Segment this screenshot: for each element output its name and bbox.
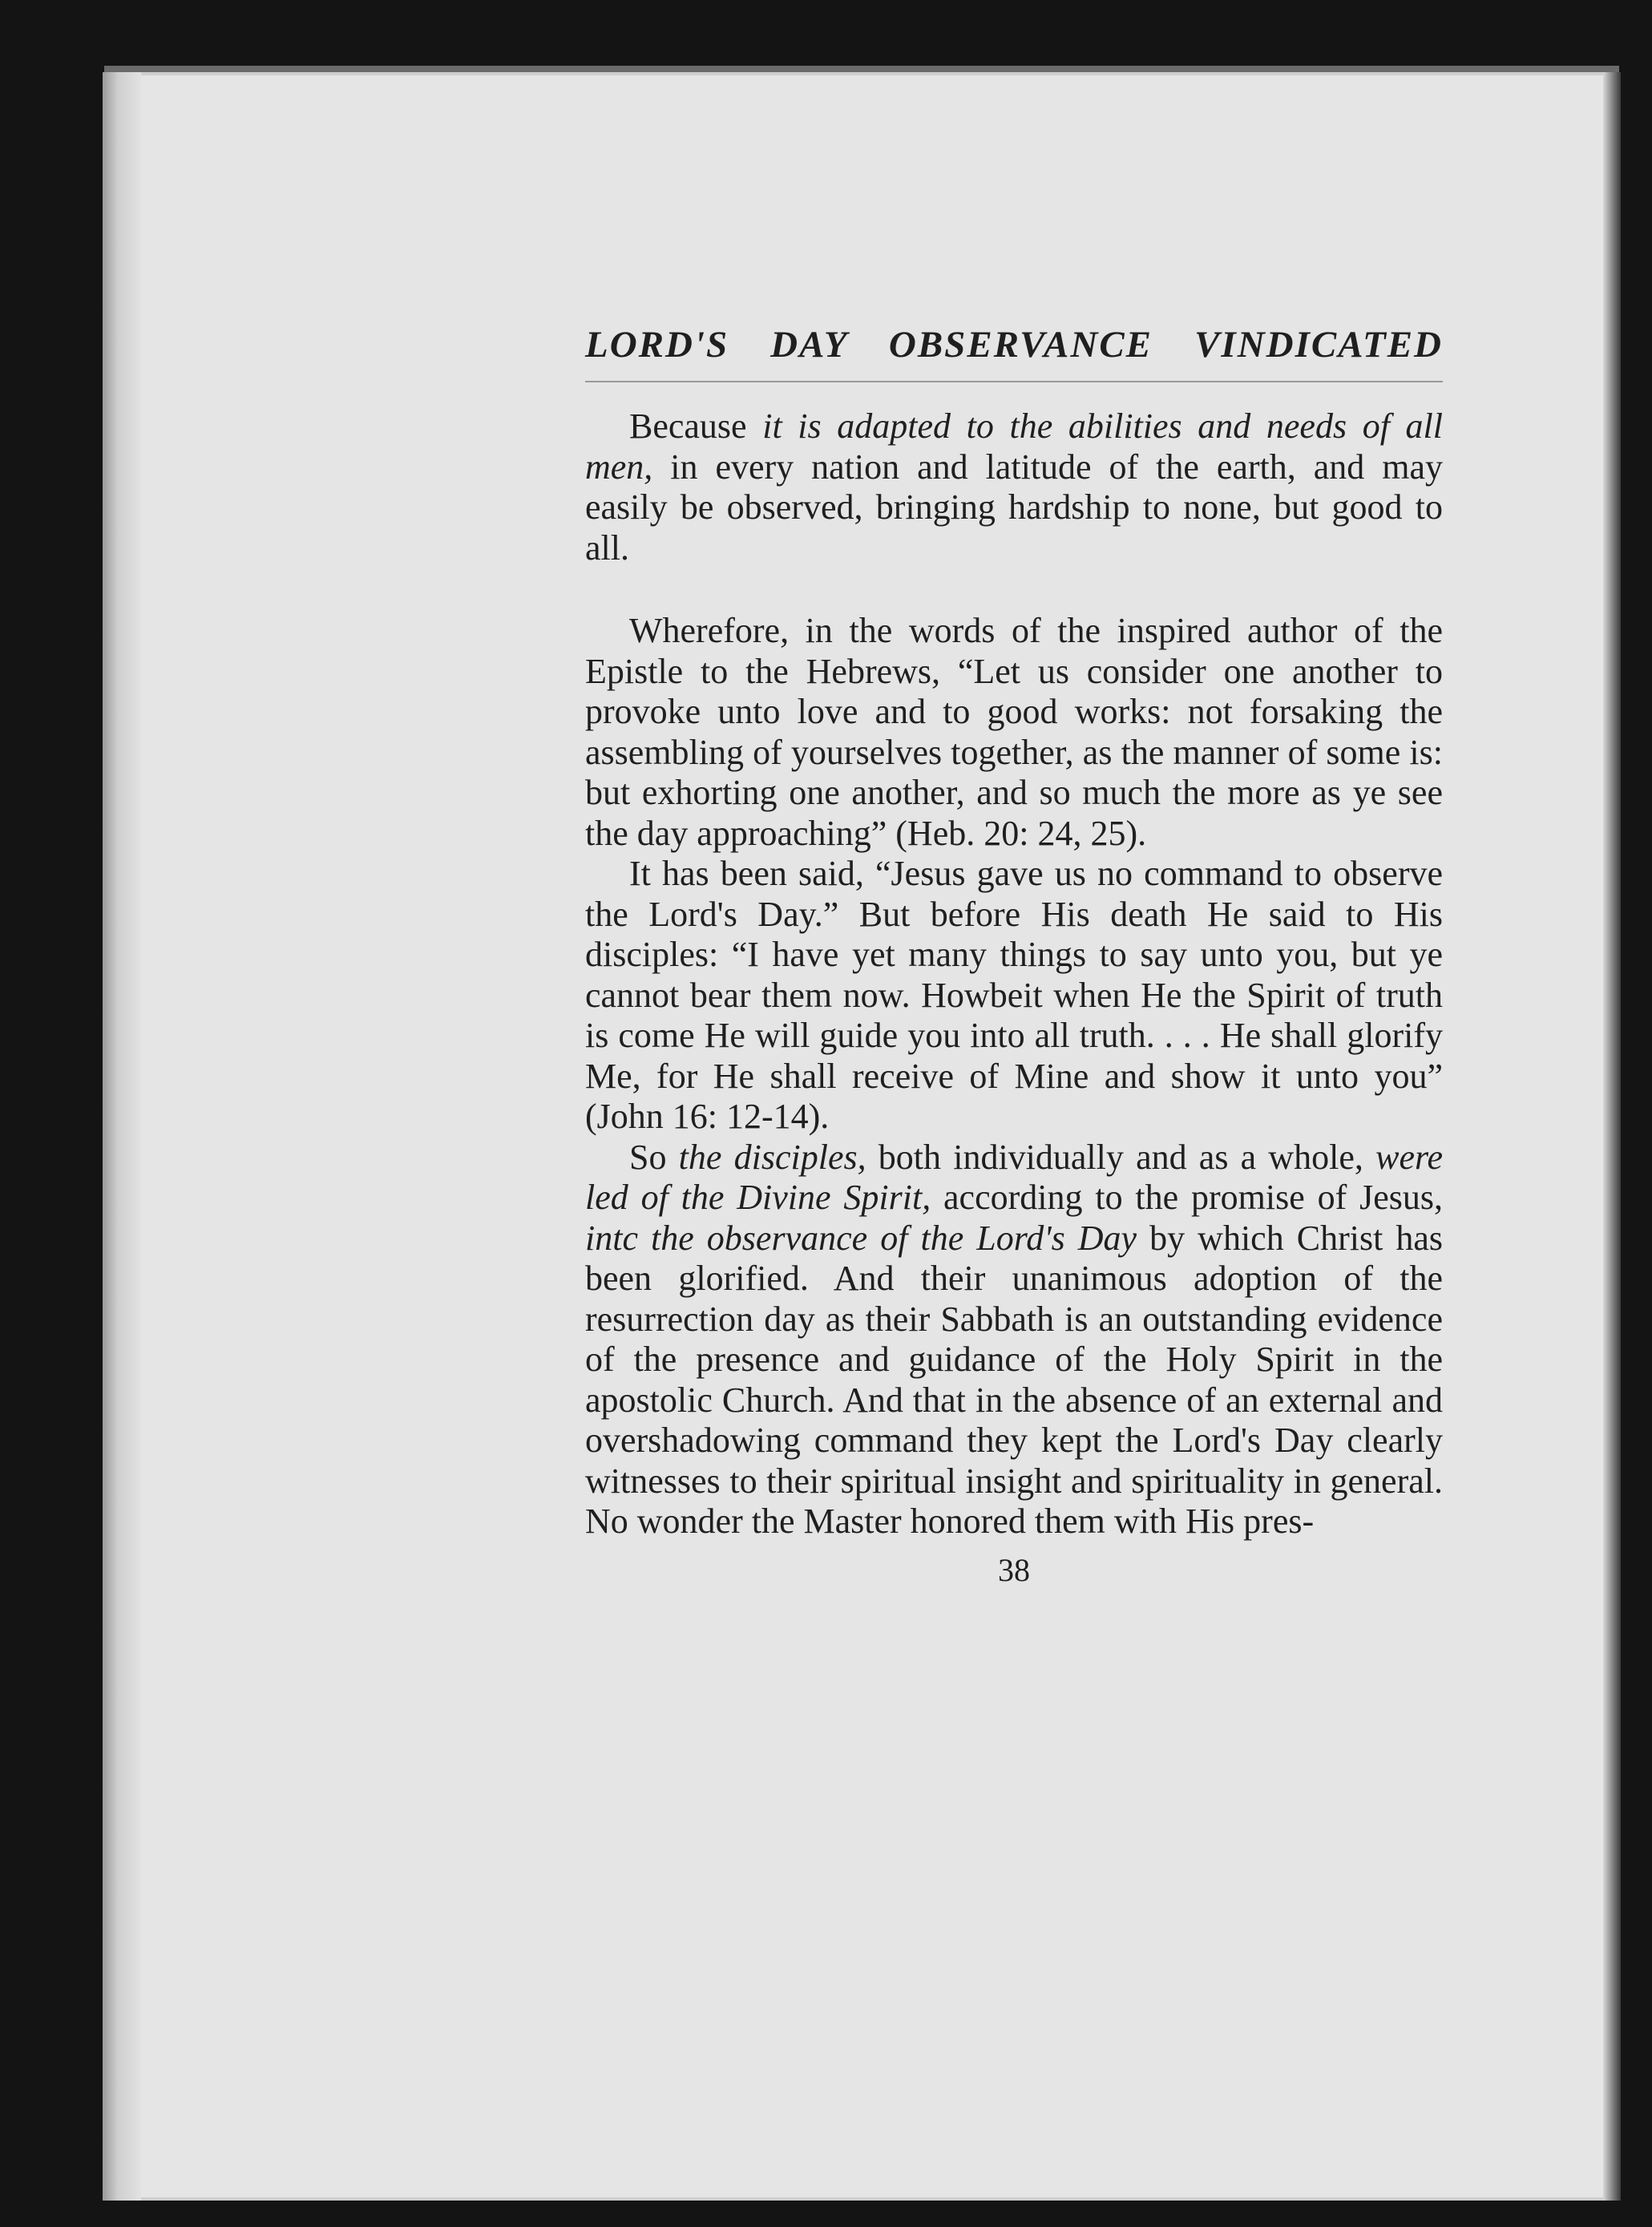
text-segment: according to the promise of Jesus, <box>931 1178 1443 1217</box>
paragraph-disciples-led <box>585 1138 1443 1542</box>
running-head: LORD'S DAY OBSERVANCE VINDICATED <box>585 324 1443 366</box>
paragraph-jesus-command <box>585 854 1443 1138</box>
text-segment: Because <box>629 406 763 446</box>
text-segment: So <box>629 1137 679 1177</box>
header-rule <box>585 381 1443 382</box>
text-segment: Wherefore, in the words of the inspired author of the Epistle to the Hebrews, “Let us consider one another to provoke unto love and to good works: not forsaking the assembling of yourselves together, as the manner of some is: but exhorting one another, and so much the more as ye see the day approaching” (Heb. 20: 24, 25). <box>585 611 1443 853</box>
page-left-edge <box>103 72 141 2201</box>
page-content <box>585 317 1443 1590</box>
text-segment: both individually and as a whole, <box>866 1137 1376 1177</box>
text-segment-italic: were led of the Divine Spirit, <box>585 1137 1443 1217</box>
page-right-edge <box>1603 72 1621 2201</box>
paragraph-epistle-quote <box>585 611 1443 854</box>
text-segment-italic: intc the observance of the Lord's Day <box>585 1218 1137 1258</box>
text-segment: by which Christ has been glorified. And their unanimous adoption of the resurrection day as their Sabbath is an outstanding evidence of the presence and guidance of the Holy Spirit in the apostolic Church. And that in the absence of an external and overshadowing command they kept the Lord's Day clearly witnesses to their spiritual insight and spirituality in general. No wonder the Master honored them with His pres- <box>585 1218 1443 1541</box>
paragraph-adapted-to-all-men <box>585 406 1443 568</box>
text-segment-italic: the disciples, <box>678 1137 866 1177</box>
text-segment: It has been said, “Jesus gave us no command to observe the Lord's Day.” But before His death He said to His disciples: “I have yet many things to say unto you, but ye cannot bear them now. Howbeit when He the Spirit of truth is come He will guide you into all truth. . . . He shall glorify Me, for He shall receive of Mine and show it unto you” (John 16: 12-14). <box>585 854 1443 1136</box>
text-segment-italic: it is adapted to the abilities and needs of all men, <box>585 406 1443 487</box>
text-segment: in every nation and latitude of the earth, and may easily be observed, bringing hardship to none, but good to all. <box>585 447 1443 568</box>
page-number: 38 <box>998 1551 1030 1588</box>
